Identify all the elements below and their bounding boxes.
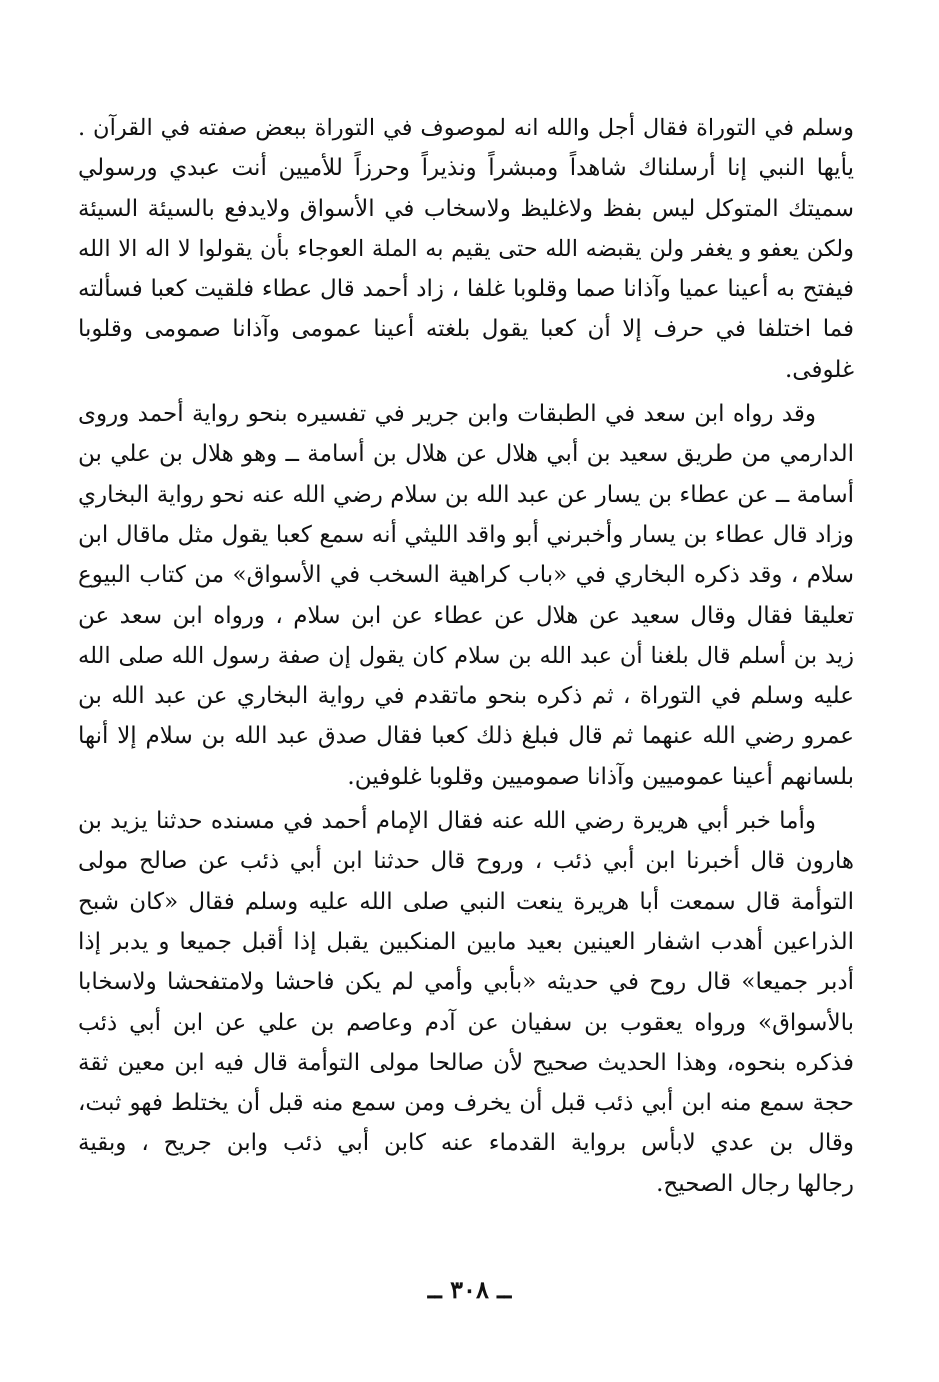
text-line: وأما خبر أبي هريرة رضي الله عنه فقال الإمام أحمد في مسنده حدثنا يزيد بن [78,808,816,835]
text-line: أدبر جميعا» قال روح في حديثه «بأبي وأمي لم يكن فاحشا ولامتفحشا ولاسخابا [78,969,854,996]
paragraph-1 [78,108,854,390]
text-line: بالأسواق» ورواه يعقوب بن سفيان عن آدم وعاصم بن علي عن ابن أبي ذئب [78,1009,854,1036]
text-line: وقد رواه ابن سعد في الطبقات وابن جرير في تفسيره بنحو رواية أحمد وروى [78,401,816,428]
paragraph-2 [78,394,854,797]
text-line: عليه وسلم في التوراة ، ثم ذكره بنحو ماتقدم في رواية البخاري عن عبد الله بن [78,683,854,710]
text-line: غلوفى. [785,356,854,383]
text-line: يأيها النبي إنا أرسلناك شاهداً ومبشراً ونذيراً وحرزاً للأميين أنت عبدي ورسولي [78,155,854,182]
text-line: هارون قال أخبرنا ابن أبي ذئب ، وروح قال حدثنا ابن أبي ذئب عن صالح مولى [78,848,854,875]
text-line: أسامة ــ عن عطاء بن يسار عن عبد الله بن سلام رضي الله عنه نحو رواية البخاري [78,481,854,508]
text-line: التوأمة قال سمعت أبا هريرة ينعت النبي صلى الله عليه وسلم فقال «كان شبح [78,888,854,915]
text-line: فذكره بنحوه، وهذا الحديث صحيح لأن صالحا مولى التوأمة قال فيه ابن معين ثقة [78,1049,854,1076]
text-line: وسلم في التوراة فقال أجل والله انه لموصوف في التوراة ببعض صفته في القرآن . [78,115,854,141]
document-body [78,108,854,1204]
text-line: الذراعين أهدب اشفار العينين بعيد مابين المنكبين يقبل إذا أقبل جميعا و يدبر إذا [78,928,854,955]
page-number: ــ ٣٠٨ ــ [427,1275,512,1304]
text-line: ولكن يعفو و يغفر ولن يقبضه الله حتى يقيم به الملة العوجاء بأن يقولوا لا اله الا الله [78,235,854,262]
text-line: سلام ، وقد ذكره البخاري في «باب كراهية السخب في الأسواق» من كتاب البيوع [78,562,854,589]
text-line: وزاد قال عطاء بن يسار وأخبرني أبو واقد الليثي أنه سمع كعبا يقول مثل ماقال ابن [78,521,854,548]
text-line: بلسانهم أعينا عموميين وآذانا صموميين وقلوبا غلوفين. [347,763,854,790]
text-line: رجالها رجال الصحيح. [656,1170,854,1197]
paragraph-3 [78,801,854,1204]
text-line: تعليقا فقال وقال سعيد عن هلال عن عطاء عن ابن سلام ، ورواه ابن سعد عن [78,602,854,629]
text-line: وقال بن عدي لابأس برواية القدماء عنه كابن أبي ذئب وابن جريح ، وبقية [78,1130,854,1157]
text-line: فما اختلفا في حرف إلا أن كعبا يقول بلغته أعينا عمومى وآذانا صمومى وقلوبا [78,316,854,343]
text-line: الدارمي من طريق سعيد بن أبي هلال عن هلال بن أسامة ــ وهو هلال بن علي بن [78,441,854,468]
text-line: عمرو رضي الله عنهما ثم قال فبلغ ذلك كعبا فقال صدق عبد الله بن سلام إلا أنها [78,723,854,750]
text-line: حجة سمع منه ابن أبي ذئب قبل أن يخرف ومن سمع منه قبل أن يختلط فهو ثبت، [78,1090,854,1117]
text-line: فيفتح به أعينا عميا وآذانا صما وقلوبا غلفا ، زاد أحمد قال عطاء فلقيت كعبا فسألته [78,276,854,303]
text-line: زيد بن أسلم قال بلغنا أن عبد الله بن سلام كان يقول إن صفة رسول الله صلى الله [78,642,854,669]
text-line: سميتك المتوكل ليس بفظ ولاغليظ ولاسخاب في الأسواق ولايدفع بالسيئة السيئة [78,195,854,222]
